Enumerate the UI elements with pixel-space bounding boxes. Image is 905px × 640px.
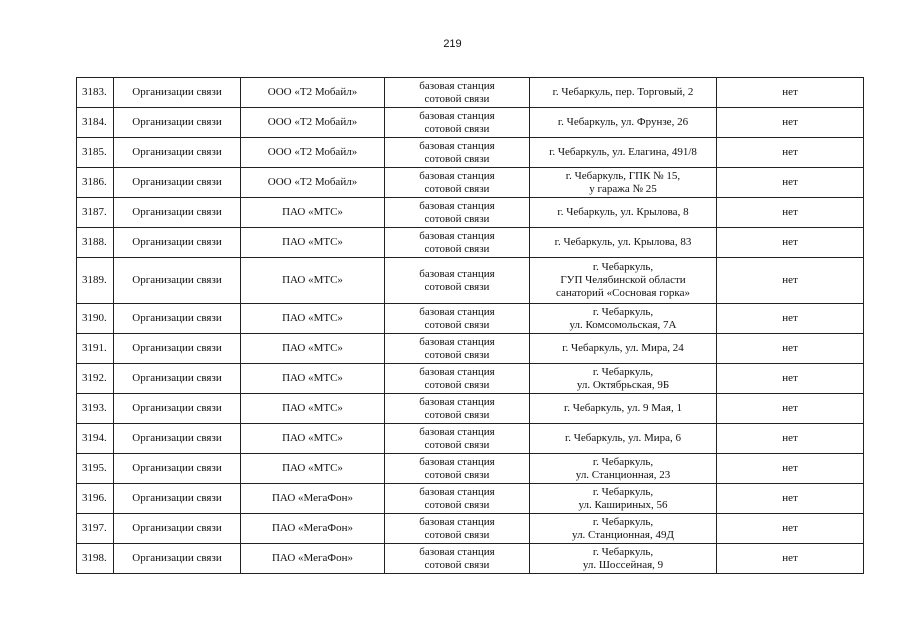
cell-object-type-line: базовая станция	[419, 455, 495, 468]
cell-address-line: ул. Шоссейная, 9	[582, 558, 664, 571]
cell-object-type-line: базовая станция	[419, 109, 495, 122]
cell-number: 3191.	[77, 334, 114, 364]
cell-address	[530, 394, 717, 424]
cell-object-type	[385, 198, 530, 228]
cell-address	[530, 454, 717, 484]
cell-owner: ПАО «МТС»	[241, 258, 385, 304]
cell-object-type-line: базовая станция	[419, 335, 495, 348]
table-row	[77, 484, 864, 514]
cell-category: Организации связи	[114, 364, 241, 394]
table-row	[77, 514, 864, 544]
cell-address-line: г. Чебаркуль,	[592, 545, 654, 558]
cell-address	[530, 484, 717, 514]
cell-object-type-line: сотовой связи	[424, 558, 490, 571]
cell-address-line: ул. Октябрьская, 9Б	[576, 378, 670, 391]
cell-object-type-line: базовая станция	[419, 395, 495, 408]
table-row	[77, 138, 864, 168]
cell-category: Организации связи	[114, 484, 241, 514]
cell-address-line: г. Чебаркуль, ул. Елагина, 491/8	[549, 146, 697, 158]
cell-note: нет	[717, 334, 864, 364]
cell-number: 3183.	[77, 78, 114, 108]
cell-category: Организации связи	[114, 168, 241, 198]
cell-object-type	[385, 78, 530, 108]
cell-owner: ООО «Т2 Мобайл»	[241, 138, 385, 168]
page-number: 219	[443, 38, 462, 50]
cell-object-type-line: сотовой связи	[424, 498, 490, 511]
cell-object-type-line: базовая станция	[419, 79, 495, 92]
cell-object-type	[385, 424, 530, 454]
cell-address-line: ул. Комсомольская, 7А	[569, 318, 677, 331]
cell-category: Организации связи	[114, 394, 241, 424]
cell-owner: ПАО «МТС»	[241, 228, 385, 258]
cell-address	[530, 78, 717, 108]
cell-object-type-line: сотовой связи	[424, 348, 490, 361]
cell-number: 3196.	[77, 484, 114, 514]
cell-address-line: ГУП Челябинской области	[560, 274, 686, 286]
table-row	[77, 304, 864, 334]
cell-note: нет	[717, 544, 864, 574]
cell-category: Организации связи	[114, 78, 241, 108]
cell-object-type	[385, 168, 530, 198]
cell-owner: ООО «Т2 Мобайл»	[241, 168, 385, 198]
cell-number: 3194.	[77, 424, 114, 454]
cell-object-type	[385, 364, 530, 394]
cell-object-type-line: базовая станция	[419, 485, 495, 498]
cell-object-type-line: сотовой связи	[424, 318, 490, 331]
cell-address-line: г. Чебаркуль,	[592, 455, 654, 468]
cell-owner: ООО «Т2 Мобайл»	[241, 108, 385, 138]
cell-object-type	[385, 544, 530, 574]
table-row	[77, 78, 864, 108]
cell-object-type-line: сотовой связи	[424, 122, 490, 135]
cell-note: нет	[717, 198, 864, 228]
cell-address	[530, 168, 717, 198]
cell-number: 3188.	[77, 228, 114, 258]
cell-category: Организации связи	[114, 334, 241, 364]
table-row	[77, 334, 864, 364]
cell-address-line: ул. Кашириных, 56	[578, 498, 668, 511]
cell-object-type-line: базовая станция	[419, 515, 495, 528]
cell-address-line: у гаража № 25	[589, 182, 657, 195]
cell-object-type-line: базовая станция	[419, 169, 495, 182]
cell-address-line: санаторий «Сосновая горка»	[556, 287, 690, 299]
cell-object-type	[385, 138, 530, 168]
cell-address-line: г. Чебаркуль, ул. 9 Мая, 1	[564, 402, 682, 414]
table-row	[77, 168, 864, 198]
cell-number: 3198.	[77, 544, 114, 574]
cell-object-type-line: сотовой связи	[424, 92, 490, 105]
cell-address	[530, 544, 717, 574]
cell-address	[530, 138, 717, 168]
table-row	[77, 198, 864, 228]
cell-note: нет	[717, 304, 864, 334]
cell-object-type-line: базовая станция	[419, 425, 495, 438]
cell-category: Организации связи	[114, 228, 241, 258]
cell-object-type-line: базовая станция	[419, 365, 495, 378]
cell-address-line: г. Чебаркуль,	[592, 515, 654, 528]
cell-category: Организации связи	[114, 514, 241, 544]
table-row	[77, 394, 864, 424]
cell-address-line: г. Чебаркуль,	[592, 365, 654, 378]
cell-owner: ПАО «МегаФон»	[241, 484, 385, 514]
cell-address	[530, 514, 717, 544]
cell-owner: ООО «Т2 Мобайл»	[241, 78, 385, 108]
cell-object-type	[385, 304, 530, 334]
cell-object-type	[385, 108, 530, 138]
cell-object-type-line: базовая станция	[419, 267, 495, 280]
table-row	[77, 424, 864, 454]
cell-number: 3186.	[77, 168, 114, 198]
cell-object-type-line: сотовой связи	[424, 242, 490, 255]
cell-address-line: г. Чебаркуль,	[592, 485, 654, 498]
cell-note: нет	[717, 424, 864, 454]
cell-note: нет	[717, 138, 864, 168]
cell-object-type-line: базовая станция	[419, 199, 495, 212]
cell-owner: ПАО «МТС»	[241, 198, 385, 228]
cell-number: 3190.	[77, 304, 114, 334]
cell-address-line: г. Чебаркуль, ул. Мира, 24	[562, 342, 684, 354]
cell-owner: ПАО «МТС»	[241, 304, 385, 334]
cell-object-type	[385, 334, 530, 364]
cell-number: 3187.	[77, 198, 114, 228]
table-row	[77, 258, 864, 304]
cell-object-type-line: базовая станция	[419, 545, 495, 558]
cell-owner: ПАО «МТС»	[241, 454, 385, 484]
cell-number: 3193.	[77, 394, 114, 424]
cell-object-type-line: сотовой связи	[424, 468, 490, 481]
cell-object-type	[385, 228, 530, 258]
cell-address	[530, 258, 717, 304]
cell-address	[530, 304, 717, 334]
cell-category: Организации связи	[114, 454, 241, 484]
cell-address-line: г. Чебаркуль, ул. Крылова, 8	[557, 206, 689, 218]
cell-note: нет	[717, 514, 864, 544]
cell-owner: ПАО «МТС»	[241, 364, 385, 394]
cell-owner: ПАО «МТС»	[241, 334, 385, 364]
cell-category: Организации связи	[114, 304, 241, 334]
cell-address-line: г. Чебаркуль, ГПК № 15,	[565, 169, 681, 182]
cell-object-type-line: базовая станция	[419, 305, 495, 318]
cell-object-type	[385, 394, 530, 424]
cell-category: Организации связи	[114, 258, 241, 304]
cell-owner: ПАО «МТС»	[241, 424, 385, 454]
cell-object-type-line: сотовой связи	[424, 438, 490, 451]
cell-object-type	[385, 484, 530, 514]
cell-address-line: г. Чебаркуль, ул. Фрунзе, 26	[557, 116, 689, 128]
cell-note: нет	[717, 228, 864, 258]
cell-number: 3195.	[77, 454, 114, 484]
cell-object-type-line: базовая станция	[419, 139, 495, 152]
cell-object-type-line: сотовой связи	[424, 280, 490, 293]
cell-object-type-line: сотовой связи	[424, 378, 490, 391]
cell-category: Организации связи	[114, 138, 241, 168]
cell-category: Организации связи	[114, 544, 241, 574]
cell-address-line: г. Чебаркуль, пер. Торговый, 2	[552, 86, 694, 98]
cell-number: 3189.	[77, 258, 114, 304]
cell-owner: ПАО «МТС»	[241, 394, 385, 424]
cell-address	[530, 228, 717, 258]
cell-note: нет	[717, 394, 864, 424]
table-row	[77, 454, 864, 484]
cell-object-type	[385, 454, 530, 484]
cell-category: Организации связи	[114, 424, 241, 454]
cell-address-line: ул. Станционная, 23	[575, 468, 671, 481]
cell-number: 3197.	[77, 514, 114, 544]
cell-object-type-line: сотовой связи	[424, 408, 490, 421]
cell-number: 3184.	[77, 108, 114, 138]
cell-owner: ПАО «МегаФон»	[241, 544, 385, 574]
table-row	[77, 228, 864, 258]
cell-address	[530, 424, 717, 454]
cell-number: 3192.	[77, 364, 114, 394]
cell-object-type-line: сотовой связи	[424, 528, 490, 541]
cell-address	[530, 334, 717, 364]
cell-address-line: ул. Станционная, 49Д	[572, 528, 674, 541]
cell-address-line: г. Чебаркуль, ул. Мира, 6	[564, 432, 682, 444]
table-row	[77, 108, 864, 138]
cell-address-line: г. Чебаркуль,	[592, 305, 654, 318]
cell-object-type-line: сотовой связи	[424, 152, 490, 165]
cell-owner: ПАО «МегаФон»	[241, 514, 385, 544]
table-body	[77, 78, 864, 574]
cell-note: нет	[717, 168, 864, 198]
cell-category: Организации связи	[114, 108, 241, 138]
cell-note: нет	[717, 258, 864, 304]
cell-note: нет	[717, 484, 864, 514]
cell-note: нет	[717, 78, 864, 108]
cell-object-type-line: сотовой связи	[424, 212, 490, 225]
cell-note: нет	[717, 364, 864, 394]
cell-object-type-line: базовая станция	[419, 229, 495, 242]
cell-note: нет	[717, 108, 864, 138]
cell-address	[530, 364, 717, 394]
cell-object-type-line: сотовой связи	[424, 182, 490, 195]
cell-note: нет	[717, 454, 864, 484]
cell-address-line: г. Чебаркуль, ул. Крылова, 83	[554, 236, 692, 248]
table-row	[77, 544, 864, 574]
cell-number: 3185.	[77, 138, 114, 168]
table-row	[77, 364, 864, 394]
cell-address	[530, 198, 717, 228]
cell-address	[530, 108, 717, 138]
registry-table	[76, 77, 864, 574]
cell-address-line: г. Чебаркуль,	[592, 261, 654, 273]
cell-object-type	[385, 514, 530, 544]
cell-category: Организации связи	[114, 198, 241, 228]
cell-object-type	[385, 258, 530, 304]
